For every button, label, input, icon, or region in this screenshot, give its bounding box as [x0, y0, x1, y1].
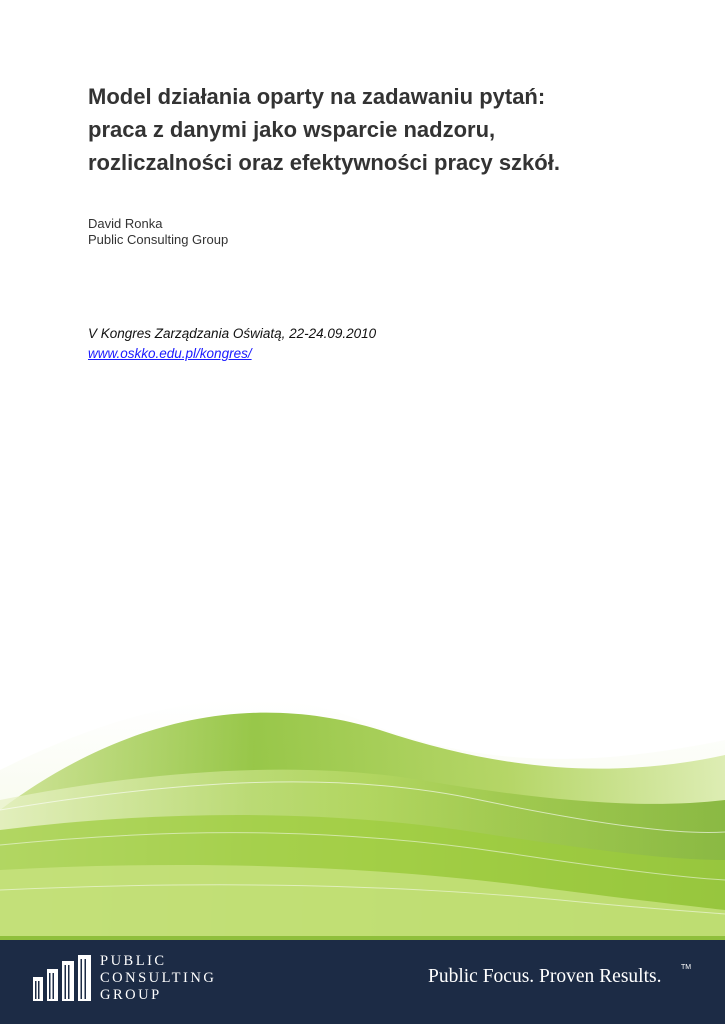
- title-line-3: rozliczalności oraz efektywności pracy szkół.: [88, 150, 560, 175]
- congress-link[interactable]: www.oskko.edu.pl/kongres/: [88, 346, 252, 361]
- author-organization: Public Consulting Group: [88, 232, 229, 247]
- logo-line-1: PUBLIC: [100, 953, 167, 969]
- author-block: [88, 216, 228, 248]
- title-line-2: praca z danymi jako wsparcie nadzoru,: [88, 117, 496, 142]
- congress-name: V Kongres Zarządzania Oświatą, 22-24.09.2010: [88, 326, 377, 341]
- green-wave-decoration: [0, 660, 725, 936]
- title-line-1: Model działania oparty na zadawaniu pytań:: [88, 84, 546, 109]
- company-logo-text: [100, 953, 216, 1004]
- pillars-icon: [33, 955, 95, 1001]
- tagline: Public Focus. Proven Results.: [428, 966, 662, 987]
- author-name: David Ronka: [88, 216, 163, 231]
- logo-line-2: CONSULTING: [100, 970, 217, 986]
- congress-block: [88, 324, 376, 364]
- document-title: [88, 80, 668, 179]
- trademark-mark: TM: [681, 964, 692, 971]
- logo-line-3: GROUP: [100, 987, 162, 1003]
- footer-accent-line: [0, 936, 725, 940]
